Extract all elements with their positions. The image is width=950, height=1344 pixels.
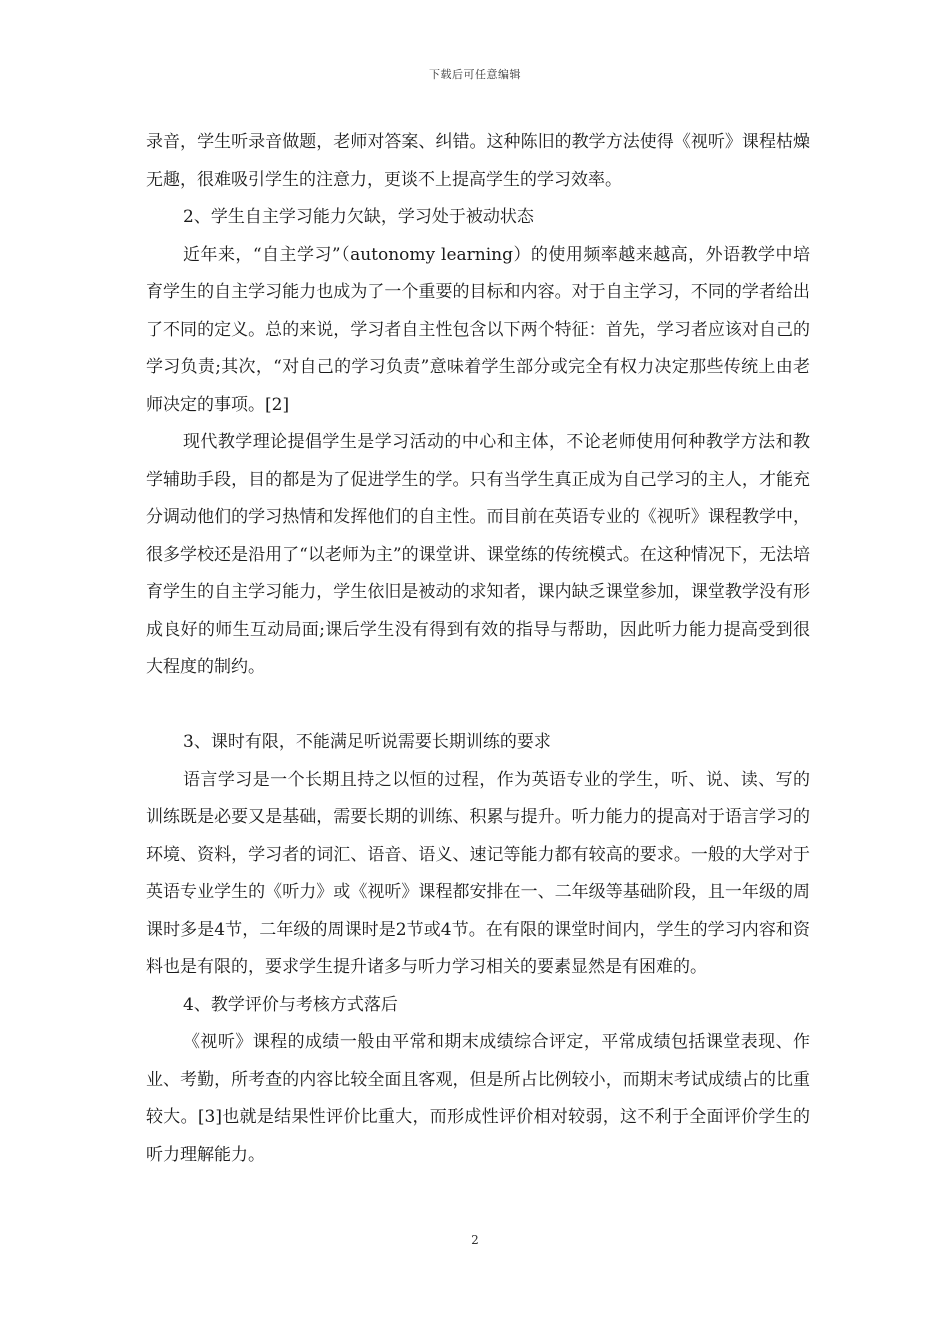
paragraph-limited-hours: 语言学习是一个长期且持之以恒的过程，作为英语专业的学生，听、说、读、写的训练既是必要又是基础，需要长期的训练、积累与提升。听力能力的提高对于语言学习的环境、资料，学习者的词汇、语音、语义、速记等能力都有较高的要求。一般的大学对于英语专业学生的《听力》或《视听》课程都安排在一、二年级等基础阶段，且一年级的周课时多是4节，二年级的周课时是2节或4节。在有限的课堂时间内，学生的学习内容和资料也是有限的，要求学生提升诸多与听力学习相关的要素显然是有困难的。 (146, 769, 810, 977)
section-heading-3: 3、课时有限，不能满足听说需要长期训练的要求 (183, 732, 551, 752)
paragraph-autonomy: 近年来，“自主学习”（autonomy learning）的使用频率越来越高，外语教学中培育学生的自主学习能力也成为了一个重要的目标和内容。对于自主学习，不同的学者给出了不同的定义。总的来说，学习者自主性包含以下两个特征：首先，学习者应该对自己的学习负责;其次，“对自己的学习负责”意味着学生部分或完全有权力决定那些传统上由老师决定的事项。[2] (146, 244, 810, 415)
section-heading-4: 4、教学评价与考核方式落后 (183, 994, 398, 1015)
page-number: 2 (471, 1233, 479, 1247)
page-header: 下载后可任意编辑 (429, 68, 521, 81)
paragraph-modern-theory: 现代教学理论提倡学生是学习活动的中心和主体，不论老师使用何种教学方法和教学辅助手段，目的都是为了促进学生的学。只有当学生真正成为自己学习的主人，才能充分调动他们的学习热情和发挥他们的自主性。而目前在英语专业的《视听》课程教学中，很多学校还是沿用了“以老师为主”的课堂讲、课堂练的传统模式。在这种情况下，无法培育学生的自主学习能力，学生依旧是被动的求知者，课内缺乏课堂参加，课堂教学没有形成良好的师生互动局面;课后学生没有得到有效的指导与帮助，因此听力能力提高受到很大程度的制约。 (146, 432, 810, 677)
paragraph-evaluation: 《视听》课程的成绩一般由平常和期末成绩综合评定，平常成绩包括课堂表现、作业、考勤，所考查的内容比较全面且客观，但是所占比例较小，而期末考试成绩占的比重较大。[3]也就是结果性评价比重大，而形成性评价相对较弱，这不利于全面评价学生的听力理解能力。 (146, 1032, 810, 1165)
section-heading-2: 2、学生自主学习能力欠缺，学习处于被动状态 (183, 207, 534, 227)
document-body (146, 124, 810, 1174)
paragraph-continuation: 录音，学生听录音做题，老师对答案、纠错。这种陈旧的教学方法使得《视听》课程枯燥无趣，很难吸引学生的注意力，更谈不上提高学生的学习效率。 (146, 132, 810, 190)
